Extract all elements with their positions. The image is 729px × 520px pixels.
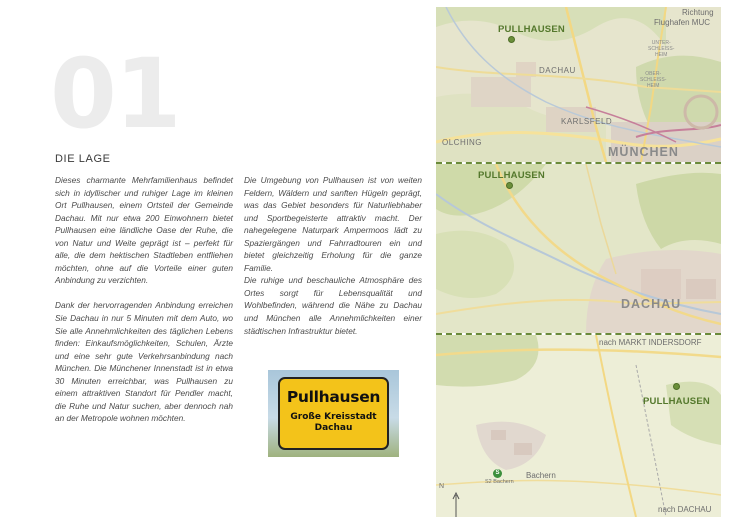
north-arrow-icon: N [439,483,445,490]
map-label-olching: OLCHING [442,138,482,147]
paragraph: Die ruhige und beschauliche Atmosphäre des Ortes sorgt für Lebensqualität und Wohlbefinden, während die Nähe zu Dachau und München alle Annehmlichkeiten einer städtischen Infrastruktur bietet. [244,275,422,336]
map-label-flughafen: Flughafen MUC [654,18,711,27]
map-local-graphic [436,335,721,517]
map-label-pullhausen: PULLHAUSEN [478,170,545,181]
paragraph: Dank der hervorragenden Anbindung erreichen Sie Dachau in nur 5 Minuten mit dem Auto, wo Sie alle Annehmlichkeiten des täglichen Lebens finden: Einkaufsmöglichkeiten, Schulen, Ärzte und eine sehr gute Verkehrsanbindung nach München. Die Münchener Innenstadt ist in etwa 30 Minuten erreichbar, was Pullhausen zu einem attraktiven Standort für Pendler macht, die Ruhe und Natur suchen, aber dennoch nah an der Metropole wohnen möchten. [55,300,233,424]
map-marker-pullhausen [508,36,515,43]
map-label-route-indersdorf: nach MARKT INDERSDORF [599,338,702,347]
map-label-route-dachau: nach DACHAU [658,505,712,514]
section-title: DIE LAGE [55,153,111,165]
text-column-left [55,174,233,437]
section-number: 01 [50,38,180,150]
map-panel-local [436,335,721,517]
map-label-bachern: Bachern [526,471,556,480]
paragraph: Dieses charmante Mehrfamilienhaus befindet sich in idyllischer und ruhiger Lage im kleinen Ort Pullhausen, einem Ortsteil der Gemeinde Dachau. Mit nur etwa 200 Einwohnern bietet Pullhausen eine ländliche Oase der Ruhe, die von Natur und Weite geprägt ist – perfekt für alle, die dem hektischen Stadtleben entfliehen möchten, ohne auf die Vorteile einer guten Anbindung zu verzichten. [55,175,233,286]
map-label-muenchen: MÜNCHEN [608,145,679,159]
map-panel-dachau [436,164,721,333]
text-column-right [244,174,422,350]
map-label-oberschleissheim: OBER- SCHLEISS- HEIM [640,71,667,89]
map-panel-region [436,7,721,162]
paragraph: Die Umgebung von Pullhausen ist von weiten Feldern, Wäldern und sanften Hügeln geprägt, was das Gebiet besonders für Naturliebhaber und Sportbegeisterte attraktiv macht. Der nahegelegene Naturpark Ampermoos lädt zu Spaziergängen und Fahrradtouren ein und bietet gleichzeitig Erholung für die ganze Familie. [244,175,422,273]
map-label-pullhausen: PULLHAUSEN [498,24,565,35]
map-marker-pullhausen [673,383,680,390]
map-label-unterschleissheim: UNTER- SCHLEISS- HEIM [648,40,675,58]
sign-district-name: Dachau [314,423,353,433]
sign-district: Große Kreisstadt [290,412,377,422]
map-label-karlsfeld: KARLSFELD [561,117,613,126]
sign-town-name: Pullhausen [286,388,381,406]
map-marker-pullhausen [506,182,513,189]
location-map [436,7,721,517]
map-label-dachau: DACHAU [621,297,682,311]
s-bahn-icon: S [493,469,502,478]
map-label-s2-bachern: S2 Bachern [485,479,514,485]
map-label-dachau: DACHAU [539,66,576,75]
map-label-pullhausen: PULLHAUSEN [643,396,710,407]
town-sign [278,377,389,450]
map-label-richtung: Richtung [682,8,714,17]
town-sign-photo [268,370,399,457]
